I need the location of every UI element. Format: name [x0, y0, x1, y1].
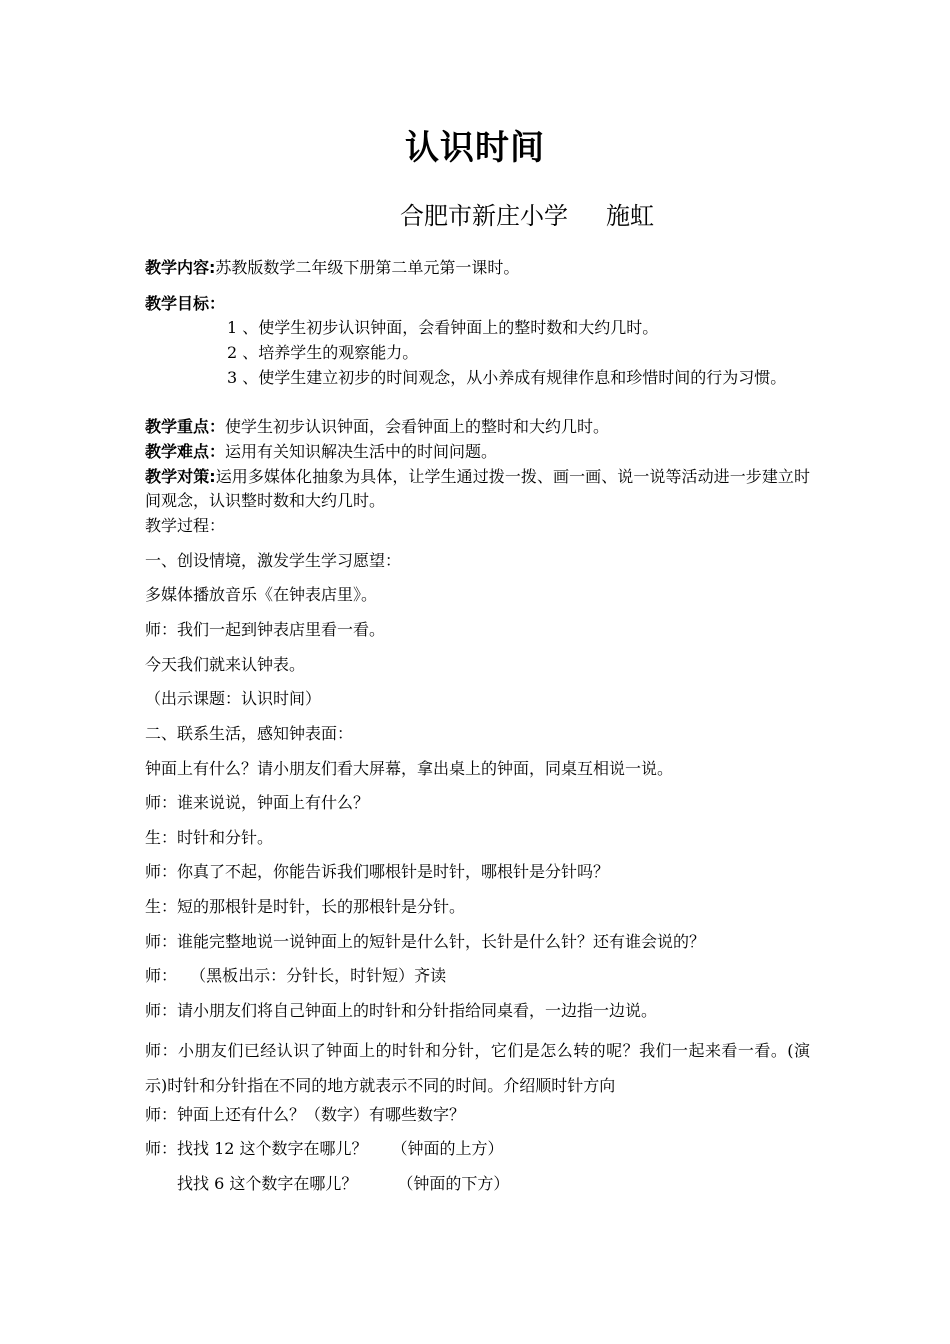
author-name: 施虹 [606, 202, 654, 230]
process-paragraph: 师：谁能完整地说一说钟面上的短针是什么针，长针是什么针？还有谁会说的？ [145, 932, 706, 951]
process-paragraph: 师：你真了不起，你能告诉我们哪根针是时针，哪根针是分针吗？ [145, 862, 610, 881]
process-paragraph: 生：短的那根针是时针，长的那根针是分针。 [145, 897, 466, 916]
goal-item: 3 、使学生建立初步的时间观念，从小养成有规律作息和珍惜时间的行为习惯。 [227, 368, 787, 387]
teaching-strategy: 教学对策:运用多媒体化抽象为具体，让学生通过拨一拨、画一画、说一说等活动进一步建立时间观念，认识整时数和大约几时。 [145, 467, 810, 510]
process-paragraph: 今天我们就来认钟表。 [145, 655, 306, 674]
process-paragraph: 找找 6 这个数字在哪儿？ （钟面的下方） [145, 1174, 510, 1193]
teaching-process-label: 教学过程： [145, 516, 226, 535]
author-school: 合肥市新庄小学 [400, 202, 568, 230]
teaching-content-value: 苏教版数学二年级下册第二单元第一课时。 [215, 258, 520, 277]
process-paragraph: 师：小朋友们已经认识了钟面上的时针和分针，它们是怎么转的呢？我们一起来看一看。(演示)时针和分针指在不同的地方就表示不同的时间。介绍顺时针方向 [145, 1041, 810, 1095]
goal-item: 2 、培养学生的观察能力。 [227, 343, 419, 362]
teaching-goals-heading [145, 292, 810, 316]
teaching-strategy-value: 运用多媒体化抽象为具体，让学生通过拨一拨、画一画、说一说等活动进一步建立时间观念，认识整时数和大约几时。 [145, 467, 810, 510]
teaching-difficulty-value: 运用有关知识解决生活中的时间问题。 [225, 442, 498, 461]
teaching-content: 教学内容:苏教版数学二年级下册第二单元第一课时。 [145, 258, 520, 277]
page-title: 认识时间 [405, 128, 545, 168]
process-paragraph: 师：我们一起到钟表店里看一看。 [145, 620, 386, 639]
process-paragraph: 生：时针和分针。 [145, 828, 274, 847]
process-paragraph: 师： （黑板出示：分针长，时针短）齐读 [145, 966, 447, 985]
process-paragraph: 师：请小朋友们将自己钟面上的时针和分针指给同桌看，一边指一边说。 [145, 1001, 658, 1020]
process-paragraph: 师：找找 12 这个数字在哪儿？ （钟面的上方） [145, 1139, 504, 1158]
author-line [400, 200, 654, 232]
process-paragraph: 多媒体播放音乐《在钟表店里》。 [145, 585, 378, 604]
process-paragraph: 师：谁来说说，钟面上有什么？ [145, 793, 370, 812]
teaching-content-label: 教学内容 [145, 258, 210, 277]
teaching-strategy-label: 教学对策 [145, 467, 210, 486]
process-paragraph: 二、联系生活，感知钟表面： [145, 724, 354, 743]
process-paragraph: 钟面上有什么？请小朋友们看大屏幕，拿出桌上的钟面，同桌互相说一说。 [145, 759, 674, 778]
process-paragraph: 师：钟面上还有什么？（数字）有哪些数字？ [145, 1105, 466, 1124]
teaching-difficulty: 教学难点：运用有关知识解决生活中的时间问题。 [145, 442, 498, 461]
teaching-key-label: 教学重点 [145, 417, 210, 436]
teaching-key-value: 使学生初步认识钟面，会看钟面上的整时和大约几时。 [225, 417, 610, 436]
process-paragraph: 一、创设情境，激发学生学习愿望： [145, 551, 402, 570]
goal-item: 1 、使学生初步认识钟面，会看钟面上的整时数和大约几时。 [227, 318, 659, 337]
process-paragraph: （出示课题：认识时间） [145, 689, 322, 708]
teaching-key: 教学重点：使学生初步认识钟面，会看钟面上的整时和大约几时。 [145, 417, 610, 436]
teaching-goals-label: 教学目标： [145, 294, 226, 313]
teaching-difficulty-label: 教学难点 [145, 442, 210, 461]
